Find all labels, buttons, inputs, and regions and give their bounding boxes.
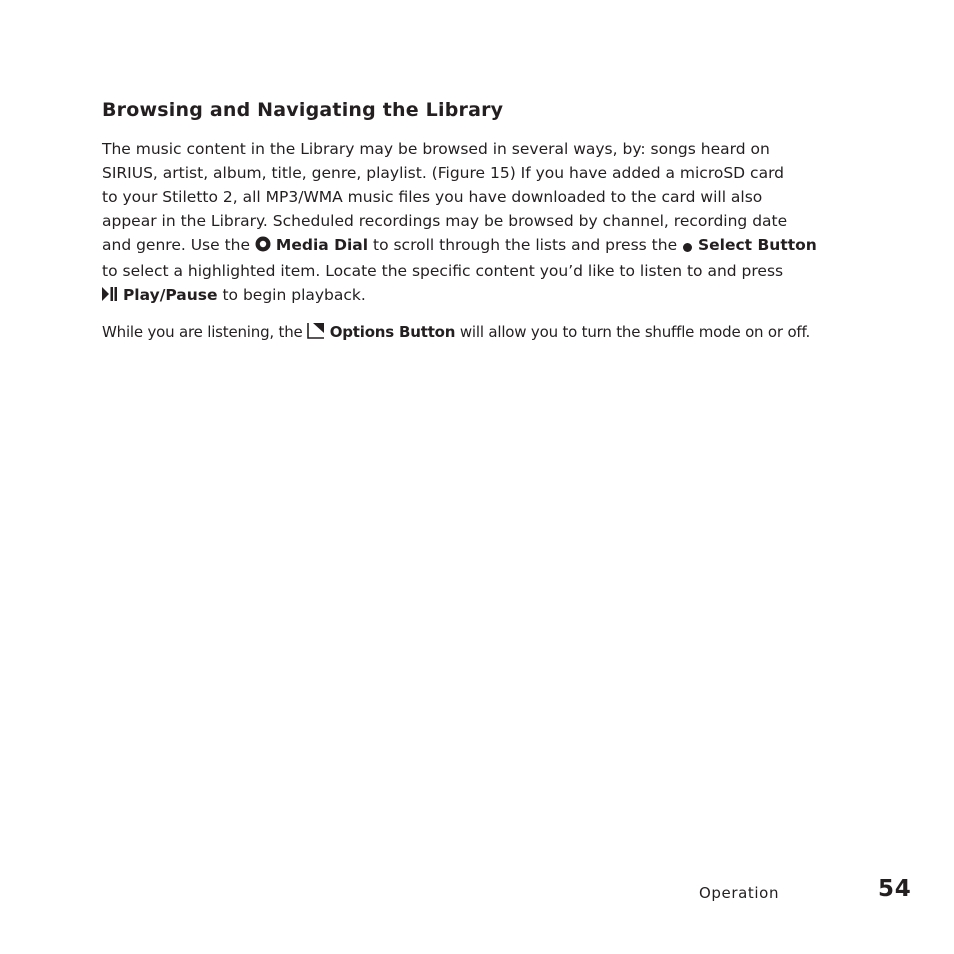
paragraph-line [102,233,862,259]
paragraph-text: to scroll through the lists and press the [368,236,683,254]
paragraph-line: to select a highlighted item. Locate the specific content you’d like to listen to and press [102,262,784,280]
page-number: 54 [878,876,912,902]
options-button-label: Options Button [329,323,456,341]
paragraph-line: SIRIUS, artist, album, title, genre, playlist. (Figure 15) If you have added a microSD card [102,164,785,182]
paragraph-line: appear in the Library. Scheduled recordings may be browsed by channel, recording date [102,212,788,230]
section-heading: Browsing and Navigating the Library [102,99,504,121]
paragraph-line [102,283,862,309]
paragraph-line: to your Stiletto 2, all MP3/WMA music files you have downloaded to the card will also [102,188,763,206]
paragraph-text: While you are listening, the [102,323,308,341]
body-paragraph-2 [102,320,862,346]
paragraph-line: The music content in the Library may be browsed in several ways, by: songs heard on [102,140,770,158]
body-paragraph-1 [102,137,862,309]
options-button-icon [307,322,325,346]
media-dial-icon [255,235,271,259]
paragraph-text: will allow you to turn the shuffle mode on or off. [455,323,811,341]
select-button-label: Select Button [697,236,817,254]
media-dial-label: Media Dial [275,236,369,254]
paragraph-text: and genre. Use the [102,236,255,254]
play-pause-label: Play/Pause [122,286,218,304]
play-pause-icon [102,285,118,309]
paragraph-text: to begin playback. [217,286,366,304]
select-button-icon [682,235,693,259]
footer-section-name: Operation [699,884,780,902]
